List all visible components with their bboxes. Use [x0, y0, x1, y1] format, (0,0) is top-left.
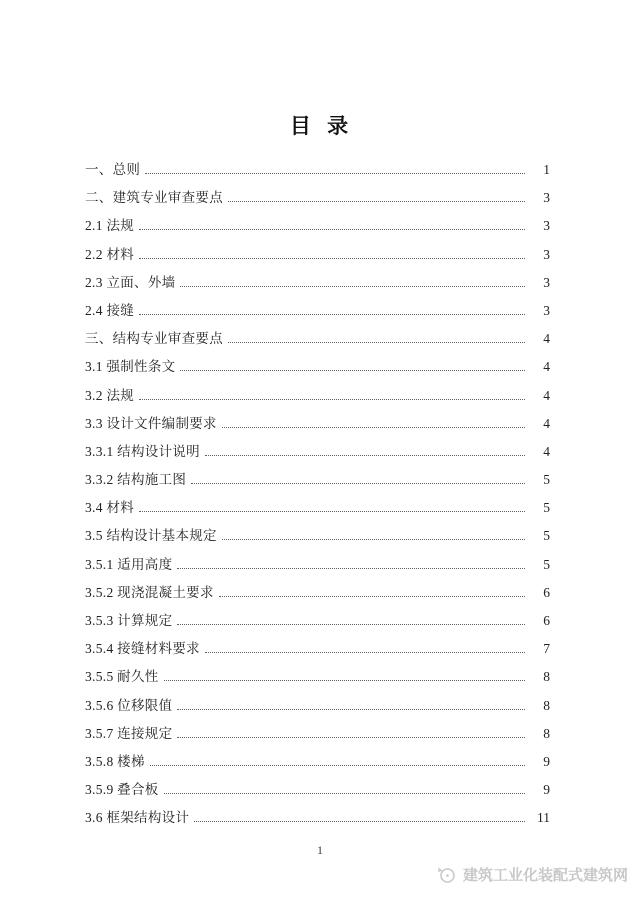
toc-entry	[85, 722, 550, 750]
toc-entry-label: 3.3.2 结构施工图	[85, 472, 187, 488]
dotted-leader	[177, 619, 525, 625]
toc-entry-page-number: 8	[543, 725, 550, 741]
dotted-leader	[228, 337, 525, 343]
toc-entry-page-number: 4	[543, 387, 550, 403]
toc-entry	[85, 750, 550, 778]
toc-entry-label: 2.4 接缝	[85, 302, 135, 318]
toc-entry	[85, 412, 550, 440]
dotted-leader	[139, 394, 525, 400]
toc-entry-page-number: 8	[543, 669, 550, 685]
toc-entry-label: 3.5.5 耐久性	[85, 669, 159, 685]
toc-entry-page-number: 3	[543, 302, 550, 318]
toc-entry-label: 3.5.3 计算规定	[85, 613, 173, 628]
dotted-leader	[164, 675, 525, 681]
toc-entry-page-number: 11	[537, 810, 550, 826]
toc-entry-label: 3.5.2 现浇混凝土要求	[85, 584, 214, 600]
toc-entry-page-number: 9	[543, 782, 550, 798]
toc-entry	[85, 271, 550, 299]
dotted-leader	[194, 816, 525, 822]
toc-entry-label: 3.5.9 叠合板	[85, 782, 159, 798]
toc-entry	[85, 637, 550, 665]
toc-entry-label: 3.5.8 楼梯	[85, 753, 145, 769]
dotted-leader	[219, 591, 525, 597]
toc-entry-label: 3.1 强制性条文	[85, 359, 176, 375]
toc-entry-page-number: 3	[543, 246, 550, 262]
toc-entry	[85, 524, 550, 552]
toc-entry	[85, 214, 550, 242]
toc-entry-label: 3.6 框架结构设计	[85, 810, 190, 826]
toc-entry-label: 3.5 结构设计基本规定	[85, 528, 217, 544]
toc-entry-label: 3.5.6 位移限值	[85, 697, 173, 713]
toc-entry	[85, 440, 550, 468]
dotted-leader	[139, 506, 525, 512]
dotted-leader	[191, 478, 525, 484]
toc-entry	[85, 327, 550, 355]
dotted-leader	[139, 309, 525, 315]
toc-entry-label: 3.3.1 结构设计说明	[85, 443, 200, 459]
toc-entry-page-number: 6	[543, 584, 550, 600]
toc-entry-label: 3.5.1 适用高度	[85, 556, 173, 572]
toc-entry	[85, 299, 550, 327]
toc-entry-page-number: 5	[543, 500, 550, 516]
toc-entry-label: 一、总则	[85, 162, 141, 177]
toc-entry-page-number: 7	[543, 641, 550, 657]
toc-entry	[85, 694, 550, 722]
toc-entry-page-number: 9	[543, 753, 550, 769]
toc-entry	[85, 778, 550, 806]
toc-entry-label: 3.5.4 接缝材料要求	[85, 641, 200, 657]
toc-entry	[85, 384, 550, 412]
toc-entry	[85, 355, 550, 383]
toc-entry	[85, 186, 550, 214]
toc-entry-label: 三、结构专业审查要点	[85, 331, 223, 347]
dotted-leader	[222, 422, 525, 428]
toc-entry-page-number: 4	[543, 415, 550, 431]
toc-entry-page-number: 5	[543, 556, 550, 572]
dotted-leader	[228, 196, 525, 202]
toc-entry-page-number: 4	[543, 443, 550, 459]
toc-entry	[85, 553, 550, 581]
toc-entry	[85, 665, 550, 693]
toc-entry-page-number: 8	[543, 697, 550, 713]
dotted-leader	[180, 365, 525, 371]
toc-entry-label: 3.5.7 连接规定	[85, 725, 173, 741]
dotted-leader	[177, 563, 525, 569]
toc-entry	[85, 609, 550, 637]
dotted-leader	[222, 534, 525, 540]
toc-entry-page-number: 4	[543, 331, 550, 347]
toc-entry-page-number: 3	[543, 274, 550, 290]
watermark-text: 建筑工业化装配式建筑网	[462, 867, 628, 884]
toc-entry	[85, 158, 550, 186]
toc-entry-label: 3.4 材料	[85, 500, 135, 516]
toc-entry-label: 3.3 设计文件编制要求	[85, 415, 217, 431]
toc-entry-label: 3.2 法规	[85, 387, 135, 403]
toc-entry-page-number: 5	[543, 472, 550, 488]
toc-entry-label: 2.2 材料	[85, 246, 135, 262]
toc-entry	[85, 806, 550, 834]
dotted-leader	[177, 732, 525, 738]
toc-entry-page-number: 5	[543, 528, 550, 544]
toc-entry	[85, 581, 550, 609]
dotted-leader	[139, 224, 525, 230]
toc-entry-page-number: 4	[543, 359, 550, 375]
toc-entry-label: 2.3 立面、外墙	[85, 274, 176, 290]
toc-entry	[85, 468, 550, 496]
watermark	[435, 864, 628, 885]
footer-page-number: 1	[317, 843, 323, 857]
toc-entry-page-number: 3	[543, 218, 550, 234]
dotted-leader	[150, 760, 525, 766]
toc-entry-page-number: 6	[543, 613, 550, 628]
toc-entry-label: 二、建筑专业审查要点	[85, 190, 223, 206]
table-of-contents	[85, 158, 550, 835]
toc-entry	[85, 496, 550, 524]
dotted-leader	[164, 788, 525, 794]
dotted-leader	[205, 647, 525, 653]
dotted-leader	[145, 168, 525, 174]
toc-entry-label: 2.1 法规	[85, 218, 135, 234]
cat-logo-icon	[435, 865, 457, 884]
dotted-leader	[177, 704, 525, 710]
dotted-leader	[180, 281, 525, 287]
page-title: 目 录	[289, 114, 351, 138]
toc-entry	[85, 243, 550, 271]
dotted-leader	[139, 253, 525, 259]
toc-entry-page-number: 1	[543, 162, 550, 177]
dotted-leader	[205, 450, 525, 456]
toc-entry-page-number: 3	[543, 190, 550, 206]
